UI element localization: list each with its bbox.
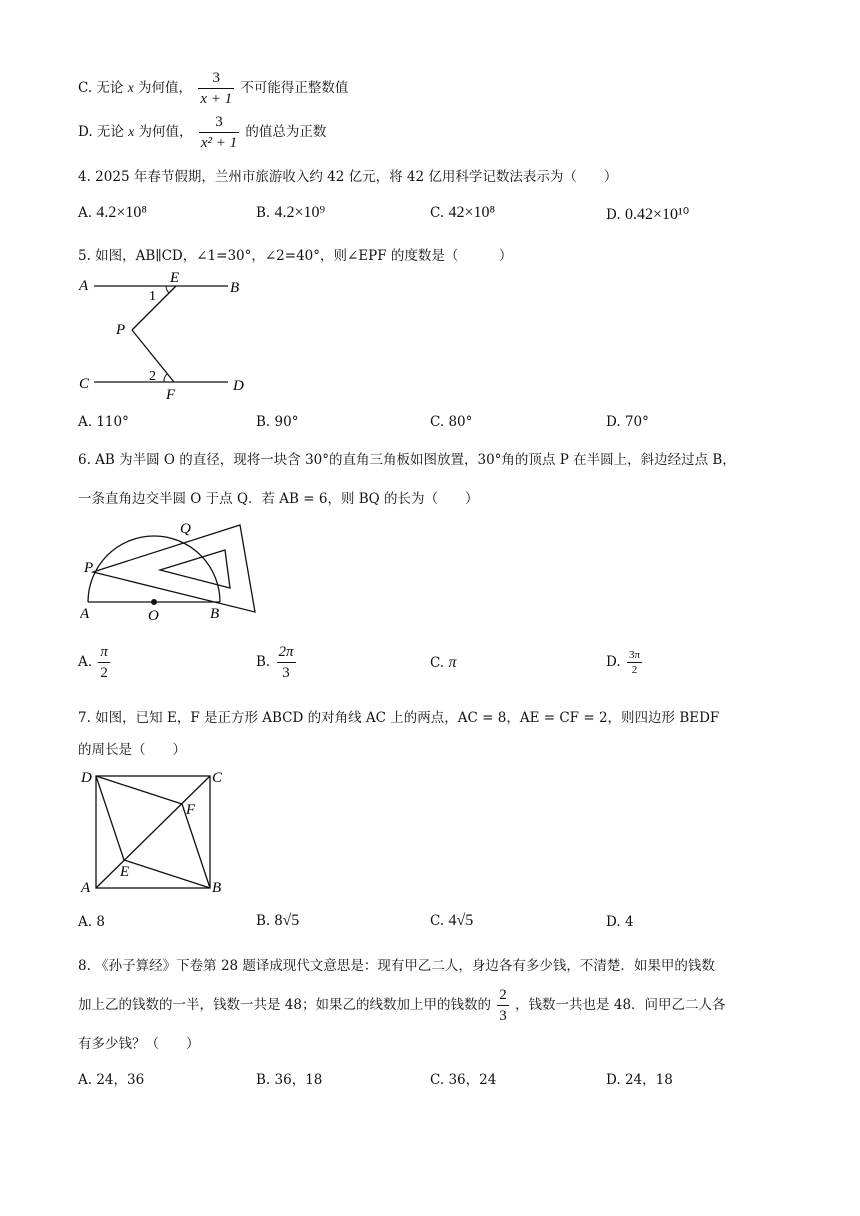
q7-label-d: D (81, 770, 92, 786)
q4-stem: 4. 2025 年春节假期，兰州市旅游收入约 42 亿元，将 42 亿用科学记数法表示为（ ） (78, 169, 618, 185)
option-label: A. (78, 654, 93, 670)
option-value: 24，36 (96, 1072, 145, 1088)
q7-label-a: A (81, 880, 91, 894)
q8-frac-den: 3 (499, 1008, 507, 1024)
q7-label-f: F (186, 802, 196, 818)
q3-c-fraction (198, 68, 234, 109)
option-label: C. (430, 414, 445, 430)
q8-option-b (256, 1068, 322, 1088)
q6-label-q: Q (180, 521, 191, 537)
q8-option-a (78, 1068, 144, 1088)
option-label: A. (78, 914, 93, 930)
q5-option-c (430, 414, 472, 430)
q6-label-o: O (148, 608, 159, 624)
q3-c-label: C. 无论 (78, 80, 124, 96)
option-label: A. (78, 205, 93, 221)
q6-option-a (78, 642, 112, 683)
q5-label-p: P (116, 322, 126, 338)
q5-label-d: D (233, 378, 244, 394)
option-label: A. (78, 1072, 93, 1088)
q7-stem-line1: 7. 如图，已知 E，F 是正方形 ABCD 的对角线 AC 上的两点，AC = 8，AE = CF = 2，则四边形 BEDF (78, 710, 720, 726)
option-value: π (448, 654, 457, 671)
q6-stem-line1: 6. AB 为半圆 O 的直径，现将一块含 30°的直角三角板如图放置，30°角的顶点 P 在半圆上，斜边经过点 B， (78, 452, 736, 468)
option-value: 4.2×10⁸ (96, 204, 147, 221)
q7-option-c (430, 912, 473, 930)
option-fraction (98, 642, 110, 683)
option-label: C. (430, 205, 445, 221)
q6-figure (80, 520, 265, 628)
q4-option-a (78, 204, 147, 222)
q3-c-den: x + 1 (200, 91, 233, 107)
q6-label-a: A (80, 606, 90, 622)
option-value: 8 (96, 914, 105, 930)
q6-label-p: P (84, 560, 94, 576)
q5-option-b (256, 414, 298, 430)
q4-option-d (606, 204, 689, 224)
option-value: 70° (624, 414, 649, 430)
option-label: B. (256, 414, 271, 430)
option-value: 36，18 (274, 1072, 323, 1088)
option-value: 4 (624, 914, 634, 930)
option-label: D. (606, 207, 621, 223)
option-value: 4√5 (448, 912, 474, 929)
option-value: 0.42×10¹⁰ (624, 206, 690, 223)
q8-line2 (78, 985, 726, 1026)
q7-stem-line2: 的周长是（ ） (78, 742, 186, 758)
fraction-num: 2π (278, 644, 294, 660)
q3-d-num: 3 (199, 112, 239, 133)
q5-option-d (606, 414, 649, 430)
q3-c-tail: 不可能得正整数值 (240, 80, 349, 96)
option-label: B. (256, 654, 271, 670)
q5-label-1: 1 (149, 289, 156, 304)
option-label: D. (606, 414, 621, 430)
q7-label-b: B (212, 880, 222, 894)
q5-label-e: E (170, 270, 180, 286)
q6-option-c (430, 654, 456, 672)
q6-stem-line2: 一条直角边交半圆 O 于点 Q．若 AB = 6，则 BQ 的长为（ ） (78, 491, 479, 507)
fraction-den: 2 (98, 662, 110, 683)
q8-fraction (497, 985, 509, 1026)
q3-option-c (78, 68, 348, 109)
q3-c-num: 3 (198, 68, 234, 89)
q5-option-a (78, 414, 129, 430)
q8-line2-pre: 加上乙的钱数的一半，钱数一共是 48；如果乙的线数加上甲的钱数的 (78, 997, 491, 1013)
option-value: 80° (448, 414, 473, 430)
q5-stem: 5. 如图，AB∥CD，∠1=30°，∠2=40°，则∠EPF 的度数是（ ） (78, 248, 513, 264)
option-fraction (627, 648, 642, 677)
q3-option-d (78, 112, 326, 153)
q6-label-b: B (210, 606, 220, 622)
q5-label-b: B (230, 280, 240, 296)
option-value: 110° (96, 414, 129, 430)
q3-d-var: x (128, 124, 135, 139)
option-label: B. (256, 1072, 271, 1088)
q5-label-f: F (166, 387, 176, 402)
option-label: B. (256, 205, 271, 221)
q3-d-fraction (199, 112, 239, 153)
q3-d-den: x² + 1 (200, 135, 238, 151)
option-value: 90° (274, 414, 299, 430)
q6-option-d (606, 648, 644, 677)
q4-option-c (430, 204, 495, 222)
q7-label-c: C (212, 770, 223, 786)
option-fraction (277, 642, 296, 683)
q8-option-d (606, 1068, 673, 1088)
option-value: 42×10⁸ (448, 204, 496, 221)
option-label: B. (256, 913, 271, 929)
q3-d-tail: 的值总为正数 (245, 124, 327, 140)
q8-line1: 8. 《孙子算经》下卷第 28 题译成现代文意思是：现有甲乙二人，身边各有多少钱，不清楚．如果甲的钱数 (78, 958, 715, 974)
q5-figure (76, 270, 256, 402)
q5-label-2: 2 (149, 369, 156, 384)
fraction-den: 2 (631, 664, 638, 676)
option-label: D. (606, 654, 621, 670)
option-value: 36，24 (448, 1072, 497, 1088)
option-label: A. (78, 414, 93, 430)
q8-option-c (430, 1068, 496, 1088)
option-label: D. (606, 914, 621, 930)
option-value: 24，18 (624, 1072, 673, 1088)
option-label: C. (430, 913, 445, 929)
q7-option-b (256, 912, 299, 930)
q4-option-b (256, 204, 325, 222)
q7-figure (78, 766, 238, 894)
option-label: C. (430, 1072, 445, 1088)
q8-line3: 有多少钱？（ ） (78, 1036, 200, 1052)
q5-label-a: A (79, 278, 89, 294)
q3-c-var: x (127, 80, 134, 95)
fraction-den: 3 (277, 662, 296, 683)
q8-frac-num: 2 (497, 985, 509, 1006)
option-label: D. (606, 1072, 621, 1088)
q3-c-mid: 为何值， (138, 80, 193, 96)
q7-label-e: E (120, 864, 130, 880)
option-value: 4.2×10⁹ (274, 204, 326, 221)
q7-option-d (606, 914, 634, 930)
option-value: 8√5 (274, 912, 300, 929)
q8-line2-post: ，钱数一共也是 48．问甲乙二人各 (515, 997, 726, 1013)
q7-option-a (78, 914, 105, 930)
fraction-num: 3π (628, 649, 640, 661)
q6-option-b (256, 642, 298, 683)
option-label: C. (430, 655, 445, 671)
q3-d-label: D. 无论 (78, 124, 124, 140)
q3-d-mid: 为何值， (138, 124, 193, 140)
fraction-num: π (100, 644, 108, 660)
q5-label-c: C (79, 376, 90, 392)
